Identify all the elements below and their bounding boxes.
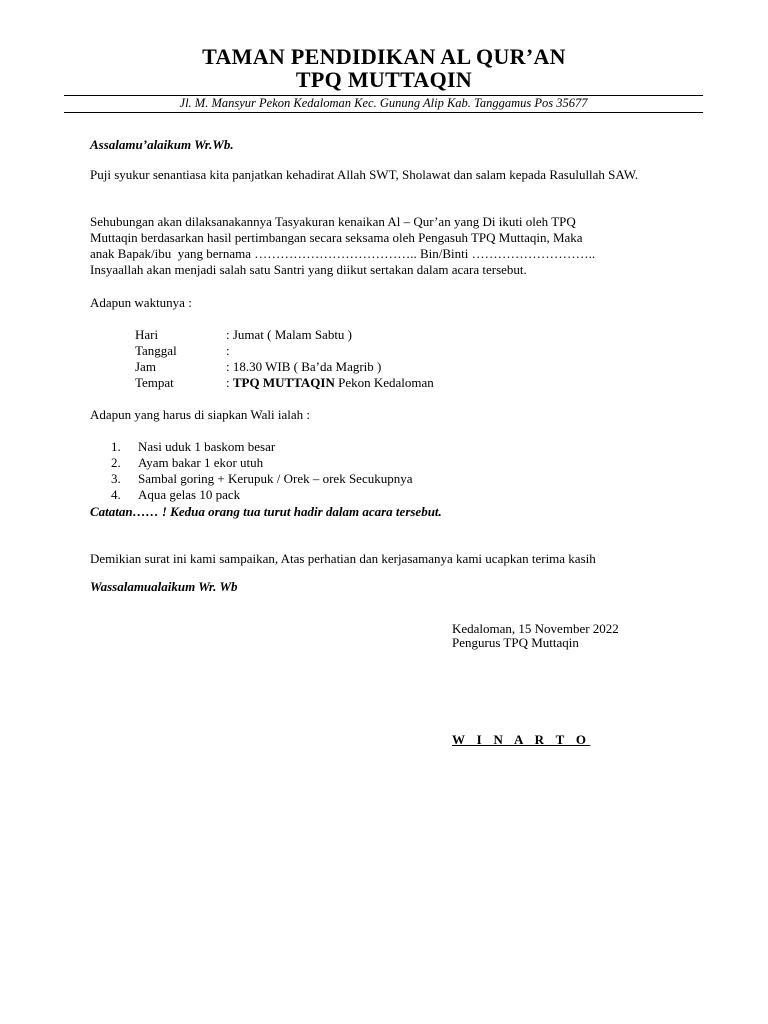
list-number: 4. <box>111 487 121 502</box>
list-number: 3. <box>111 471 121 486</box>
greeting: Assalamu’alaikum Wr.Wb. <box>90 137 234 152</box>
purpose-line-2: Muttaqin berdasarkan hasil pertimbangan secara seksama oleh Pengasuh TPQ Muttaqin, Maka <box>90 230 583 245</box>
list-text: Nasi uduk 1 baskom besar <box>138 439 276 454</box>
schedule-value-prefix: : <box>226 375 233 390</box>
schedule-row-time <box>135 359 535 375</box>
farewell: Wassalamualaikum Wr. Wb <box>90 579 238 594</box>
schedule-row-date <box>135 343 535 359</box>
purpose-line-3: anak Bapak/ibu yang bernama ……………………………….. Bin/Binti ……………………….. <box>90 246 596 261</box>
list-item <box>90 471 650 487</box>
schedule-value-bold: TPQ MUTTAQIN <box>232 375 335 390</box>
schedule-row-place <box>135 375 535 391</box>
schedule-value: : <box>226 343 230 358</box>
letterhead-subtitle: TPQ MUTTAQIN <box>295 67 473 92</box>
signature-position: Pengurus TPQ Muttaqin <box>452 635 579 650</box>
list-item <box>90 487 650 503</box>
note: Catatan…… ! Kedua orang tua turut hadir dalam acara tersebut. <box>90 504 442 519</box>
items-intro: Adapun yang harus di siapkan Wali ialah : <box>90 407 311 422</box>
list-number: 1. <box>111 439 121 454</box>
list-item <box>90 439 650 455</box>
schedule-label: Jam <box>135 359 156 374</box>
schedule-intro: Adapun waktunya : <box>90 295 192 310</box>
purpose-paragraph <box>90 214 677 278</box>
closing-paragraph: Demikian surat ini kami sampaikan, Atas perhatian dan kerjasamanya kami ucapkan terima kasih <box>90 551 596 566</box>
schedule-table <box>135 327 535 391</box>
signer-name: W I N A R T O <box>452 732 591 747</box>
list-number: 2. <box>111 455 121 470</box>
opening-paragraph: Puji syukur senantiasa kita panjatkan kehadirat Allah SWT, Sholawat dan salam kepada Rasulullah SAW. <box>90 167 639 182</box>
schedule-value-suffix: Pekon Kedaloman <box>334 375 434 390</box>
schedule-row-day <box>135 327 535 343</box>
letterhead-address: Jl. M. Mansyur Pekon Kedaloman Kec. Gunung Alip Kab. Tanggamus Pos 35677 <box>179 96 588 110</box>
signature-place-date: Kedaloman, 15 November 2022 <box>452 621 619 636</box>
letterhead-bottom-rule <box>64 112 703 113</box>
list-text: Ayam bakar 1 ekor utuh <box>138 455 264 470</box>
schedule-label: Tempat <box>135 375 174 390</box>
schedule-value: : Jumat ( Malam Sabtu ) <box>226 327 353 342</box>
purpose-line-1: Sehubungan akan dilaksanakannya Tasyakuran kenaikan Al – Qur’an yang Di ikuti oleh TPQ <box>90 214 576 229</box>
list-item <box>90 455 650 471</box>
list-text: Sambal goring + Kerupuk / Orek – orek Secukupnya <box>138 471 413 486</box>
schedule-value <box>226 375 434 391</box>
letterhead-title: TAMAN PENDIDIKAN AL QUR’AN <box>202 44 566 69</box>
schedule-label: Hari <box>135 327 159 342</box>
items-list <box>90 439 650 503</box>
schedule-label: Tanggal <box>135 343 177 358</box>
schedule-value: : 18.30 WIB ( Ba’da Magrib ) <box>226 359 382 374</box>
list-text: Aqua gelas 10 pack <box>138 487 241 502</box>
purpose-line-4: Insyaallah akan menjadi salah satu Santri yang diikut sertakan dalam acara tersebut. <box>90 262 527 277</box>
